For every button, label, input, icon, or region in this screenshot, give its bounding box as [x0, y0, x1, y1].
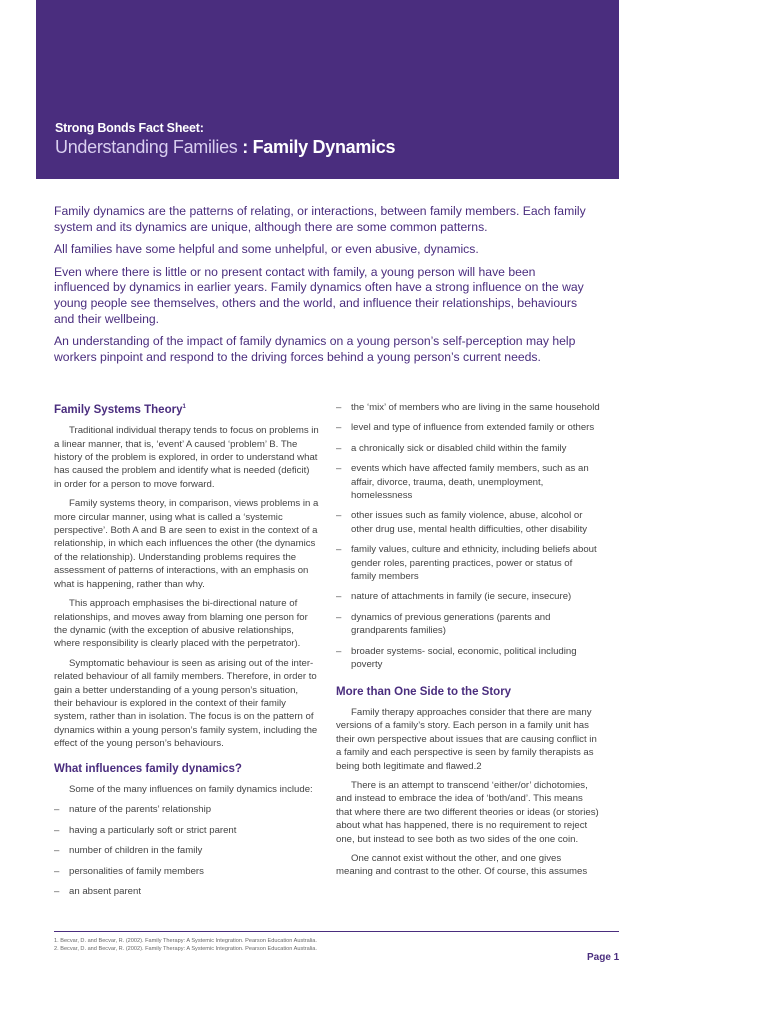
left-column: [54, 401, 319, 905]
list-item: – number of children in the family: [54, 844, 319, 857]
body-paragraph: There is an attempt to transcend ‘either/or’ dichotomies, and instead to embrace the idea of ‘both/and’. This means that where there are two different theories or ideas (or stories) about what has happened, there is no requirement to reject one, but instead to see both as two sides of the one coin.: [336, 779, 599, 845]
body-paragraph: Symptomatic behaviour is seen as arising out of the inter-related behaviour of all family members. Therefore, in order to gain a better understanding of a young person’s situation, their behaviour is explored in the context of their family system, rather than in isolation. The focus is on the pattern of dynamics within a young person’s family system, including the effect of the young person’s behaviours.: [54, 657, 318, 750]
footnotes: [54, 937, 317, 953]
influences-intro: Some of the many influences on family dynamics include:: [69, 783, 313, 795]
section-heading-family-systems: Family Systems Theory$^1$: [54, 403, 186, 416]
list-item: – level and type of influence from extended family or others: [336, 421, 600, 434]
list-item: – an absent parent: [54, 885, 319, 898]
list-item: – having a particularly soft or strict parent: [54, 824, 319, 837]
section-heading-more-than-one-side: More than One Side to the Story: [336, 685, 512, 698]
right-column: [336, 401, 600, 885]
list-item: – the ‘mix’ of members who are living in the same household: [336, 401, 600, 414]
list-item: – family values, culture and ethnicity, including beliefs about gender roles, parenting practices, power or status of family members: [336, 543, 600, 583]
title-light: Understanding Families: [55, 137, 238, 157]
section-heading-influences: What influences family dynamics?: [54, 762, 242, 775]
fact-sheet-kicker: Strong Bonds Fact Sheet:: [55, 121, 204, 135]
body-paragraph: This approach emphasises the bi-directional nature of relationships, and moves away from blaming one person for the dynamic (with the exception of abusive relationships, where responsibility is clearly placed with the perpetrator).: [54, 598, 308, 650]
intro-paragraph: An understanding of the impact of family dynamics on a young person’s self-perception may help workers pinpoint and respond to the driving forces behind a young person’s current needs.: [54, 334, 576, 364]
body-paragraph: One cannot exist without the other, and one gives meaning and contrast to the other. Of course, this assumes: [336, 852, 588, 878]
list-item: – other issues such as family violence, abuse, alcohol or other drug use, mental health difficulties, other disability: [336, 509, 600, 536]
body-paragraph: Traditional individual therapy tends to focus on problems in a linear manner, that is, ‘event’ A caused ‘problem’ B. The history of the problem is explored, in order to understand what has caused the problem and identify what is needed (deficit) in order for a person to move forward.: [54, 425, 319, 490]
page-title: [55, 137, 395, 158]
list-item: – dynamics of previous generations (parents and grandparents families): [336, 611, 600, 638]
title-bold: Family Dynamics: [252, 137, 396, 157]
intro-paragraph: Family dynamics are the patterns of relating, or interactions, between family members. Each family system and its dynamics are unique, although there are some common patterns.: [54, 204, 586, 234]
footer-divider: [54, 931, 619, 932]
intro-paragraph: Even where there is little or no present contact with family, a young person will have been influenced by dynamics in earlier years. Family dynamics often have a strong influence on the way young people see themselves, others and the world, and influence their relationships, behaviours and their wellbeing.: [54, 264, 584, 326]
influences-list: [54, 803, 319, 898]
list-item: – broader systems- social, economic, political including poverty: [336, 645, 600, 672]
footnote: 1. Becvar, D. and Becvar, R. (2002). Family Therapy: A Systemic Integration. Pearson Education Australia.: [54, 938, 317, 944]
footnote: 2. Becvar, D. and Becvar, R. (2002). Family Therapy: A Systemic Integration. Pearson Education Australia.: [54, 946, 317, 952]
list-item: – a chronically sick or disabled child within the family: [336, 442, 600, 455]
page-header: [36, 0, 619, 179]
page-number: Page 1: [587, 952, 620, 963]
intro-paragraph: All families have some helpful and some unhelpful, or even abusive, dynamics.: [54, 242, 479, 257]
influences-list-continued: [336, 401, 600, 672]
body-paragraph: Family therapy approaches consider that there are many versions of a family’s story. Each person in a family unit has their own perspective about issues that are causing conflict in a family and each perspective is seen by family therapists as being both legitimate and flawed.2: [336, 706, 597, 772]
list-item: – nature of the parents’ relationship: [54, 803, 319, 816]
body-paragraph: Family systems theory, in comparison, views problems in a more circular manner, using what is called a ‘systemic perspective’. Both A and B are seen to exist in the context of a relationship, in which each influences the other (the dynamics of the relationship). Understanding problems requires the assessment of patterns of interactions, with an emphasis on what is happening, rather than why.: [54, 498, 319, 590]
list-item: – personalities of family members: [54, 865, 319, 878]
list-item: – nature of attachments in family (ie secure, insecure): [336, 590, 600, 603]
title-separator: :: [237, 137, 253, 157]
list-item: – events which have affected family members, such as an affair, divorce, trauma, death, unemployment, homelessness: [336, 462, 600, 502]
footnote-ref: 1: [182, 404, 186, 410]
intro-section: [54, 204, 594, 372]
